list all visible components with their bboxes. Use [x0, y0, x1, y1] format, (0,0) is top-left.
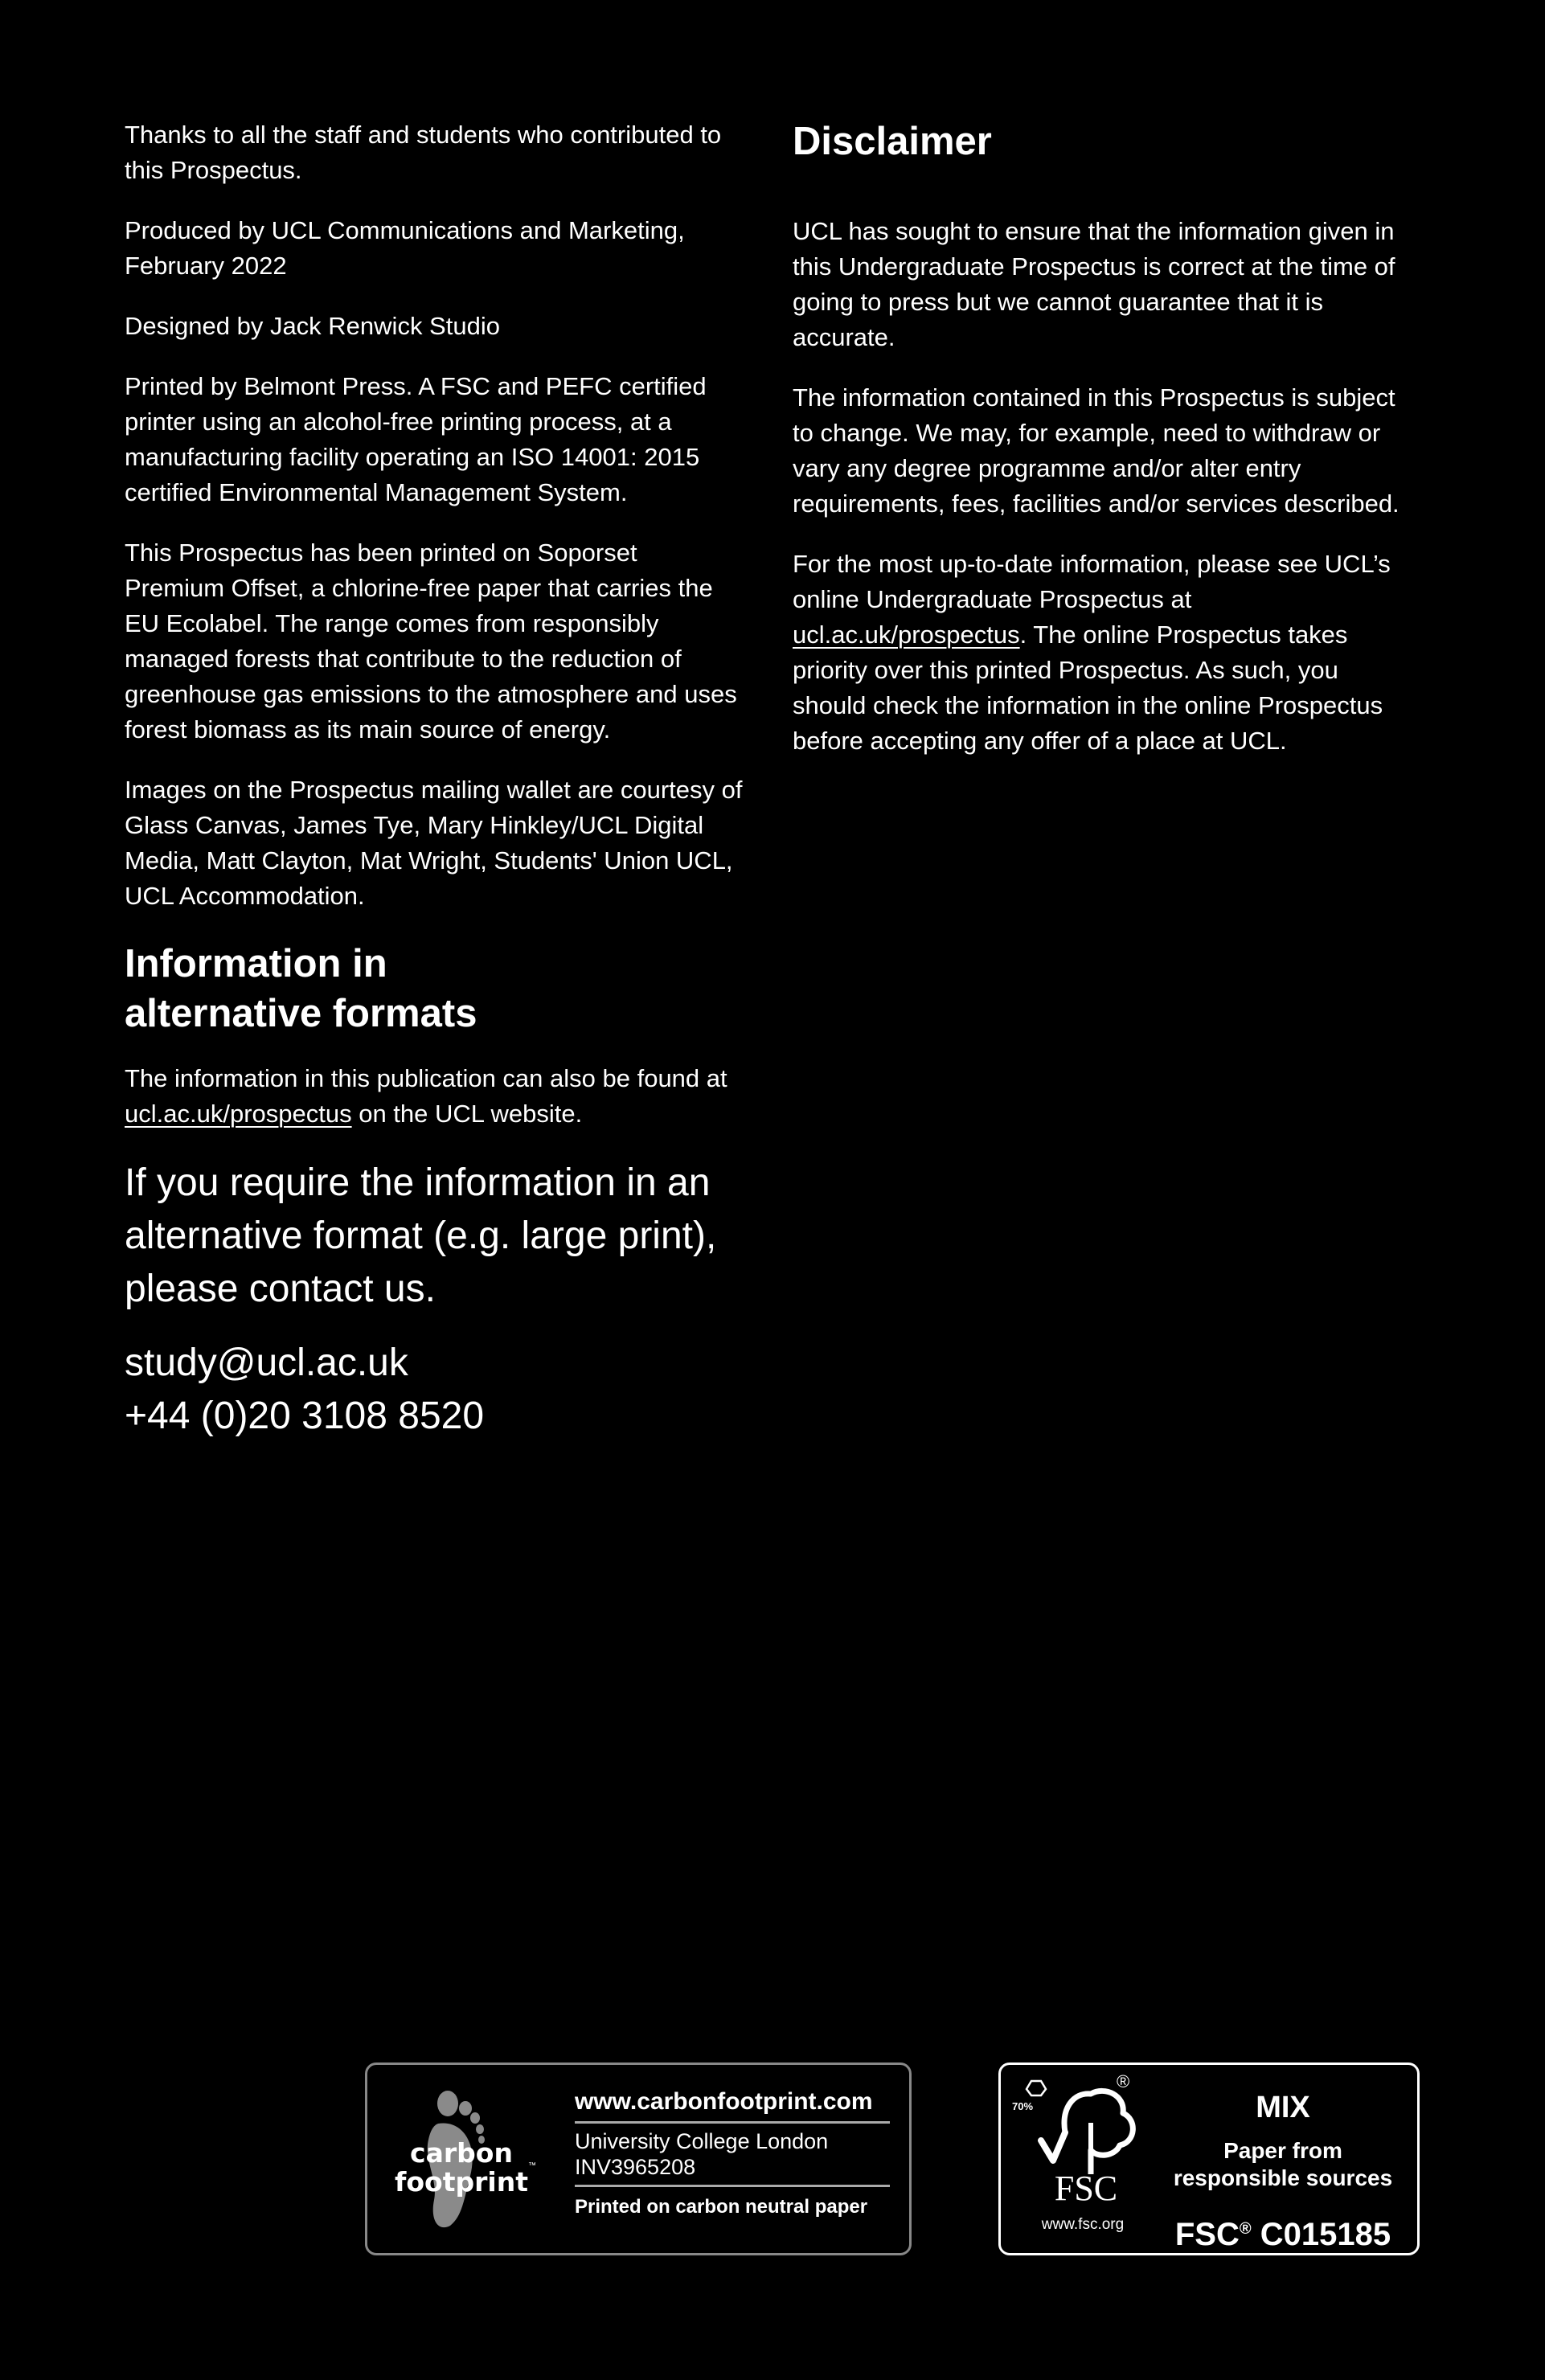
alt-text-pre: The information in this publication can also be found at	[125, 1064, 727, 1092]
designed-text: Designed by Jack Renwick Studio	[125, 312, 500, 340]
carbon-footprint-logo-text	[385, 2139, 538, 2197]
carbon-url[interactable]: www.carbonfootprint.com	[575, 2086, 890, 2124]
carbon-invoice: INV3965208	[575, 2154, 890, 2187]
produced-text: Produced by UCL Communications and Marketing, February 2022	[125, 216, 685, 280]
disclaimer-p3	[793, 547, 1404, 759]
fsc-code-number: C015185	[1251, 2217, 1391, 2252]
fsc-website[interactable]: www.fsc.org	[1041, 2216, 1125, 2233]
contact-block	[125, 1337, 744, 1443]
disclaimer-p3-pre: For the most up-to-date information, please see UCL’s online Undergraduate Prospectus at	[793, 550, 1391, 613]
carbon-printed-note: Printed on carbon neutral paper	[575, 2196, 868, 2218]
printed-text: Printed by Belmont Press. A FSC and PEFC certified printer using an alcohol-free printing process, at a manufacturing facility operating an ISO 14001: 2015 certified Environmental Management System.	[125, 372, 707, 506]
disclaimer-p1: UCL has sought to ensure that the information given in this Undergraduate Prospectus is correct at the time of going to press but we cannot guarantee that it is accurate.	[793, 217, 1395, 351]
footprint-word: footprint	[395, 2166, 528, 2198]
alt-formats-heading	[125, 939, 744, 1038]
contact-phone[interactable]: +44 (0)20 3108 8520	[125, 1395, 485, 1437]
fsc-mix-label: MIX	[1256, 2091, 1310, 2124]
alt-text-post: on the UCL website.	[351, 1100, 583, 1128]
fsc-code-prefix: FSC	[1174, 2217, 1240, 2252]
left-column	[125, 117, 744, 1443]
contact-email[interactable]: study@ucl.ac.uk	[125, 1342, 408, 1384]
fsc-registered-mark: ®	[1117, 2071, 1130, 2091]
disclaimer-p2: The information contained in this Prospectus is subject to change. We may, for example, need to withdraw or vary any degree programme and/or alter entry requirements, fees, facilities and/or services described.	[793, 383, 1400, 518]
paper-text: This Prospectus has been printed on Soporset Premium Offset, a chlorine-free paper that carries the EU Ecolabel. The range comes from responsibly managed forests that contribute to the reduction of greenhouse gas emissions to the atmosphere and uses forest biomass as its main source of energy.	[125, 539, 737, 743]
fsc-code-reg: ®	[1239, 2220, 1252, 2238]
prospectus-link[interactable]: ucl.ac.uk/prospectus	[125, 1100, 352, 1128]
thanks-text: Thanks to all the staff and students who contributed to this Prospectus.	[125, 121, 722, 184]
fsc-paper-line2: responsible sources	[1173, 2165, 1393, 2190]
disclaimer-p3-post: . The online Prospectus takes priority over this printed Prospectus. As such, you should check the information in the online Prospectus before accepting any offer of a place at UCL.	[793, 621, 1383, 755]
right-column	[793, 117, 1404, 784]
fsc-details	[1158, 2089, 1408, 2254]
alt-format-request: If you require the information in an alternative format (e.g. large print), please contact us.	[125, 1161, 717, 1310]
disclaimer-heading: Disclaimer	[793, 120, 992, 163]
alt-formats-text	[125, 1061, 744, 1132]
images-credit-text: Images on the Prospectus mailing wallet are courtesy of Glass Canvas, James Tye, Mary Hinkley/UCL Digital Media, Matt Clayton, Mat Wright, Students' Union UCL, UCL Accommodation.	[125, 776, 743, 910]
alt-formats-heading-line2: alternative formats	[125, 992, 477, 1035]
fsc-wordmark: FSC	[1054, 2169, 1118, 2208]
fsc-badge	[998, 2063, 1420, 2255]
alt-formats-heading-line1: Information in	[125, 942, 387, 985]
carbon-word: carbon	[410, 2137, 513, 2169]
fsc-paper-label	[1158, 2137, 1408, 2192]
fsc-license-code	[1158, 2210, 1408, 2254]
fsc-paper-line1: Paper from	[1223, 2138, 1342, 2163]
trademark-mark: ™	[528, 2161, 536, 2170]
carbon-org: University College London	[575, 2129, 829, 2153]
carbon-footprint-badge	[365, 2063, 912, 2255]
carbon-details	[575, 2086, 890, 2219]
fsc-percent: 70%	[1012, 2100, 1034, 2112]
online-prospectus-link[interactable]: ucl.ac.uk/prospectus	[793, 621, 1020, 649]
